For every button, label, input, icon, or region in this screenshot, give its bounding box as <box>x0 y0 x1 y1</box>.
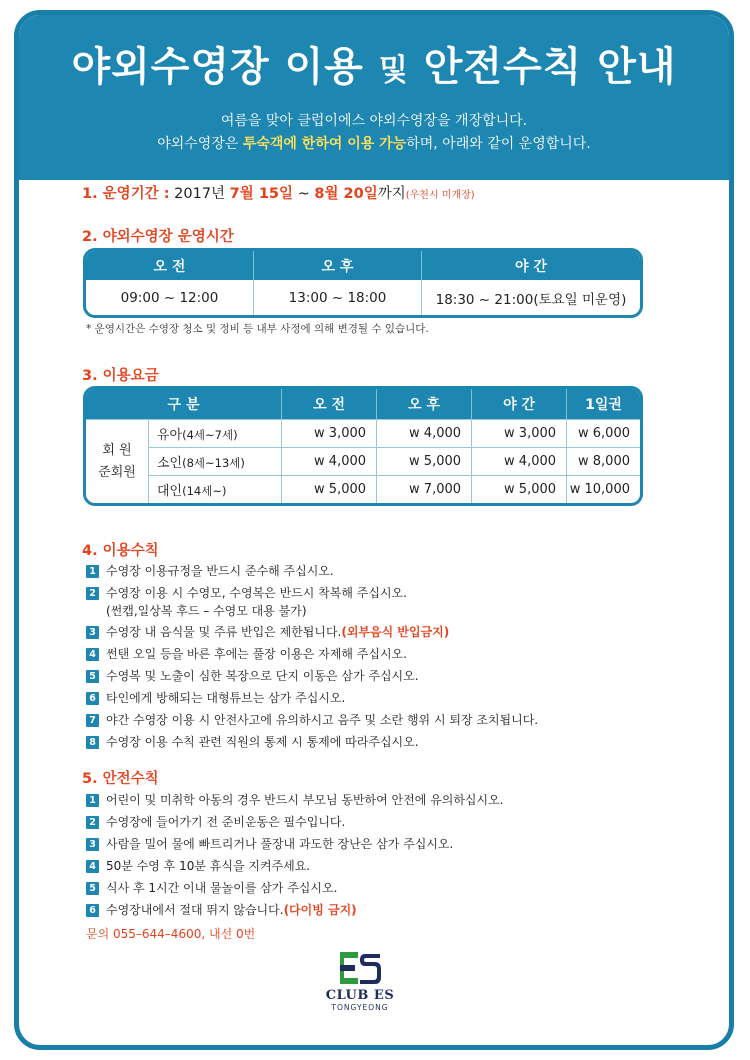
es-logo-icon <box>338 950 382 986</box>
hours-col-night: 야 간 <box>421 251 640 280</box>
price-cell: w 5,000 <box>281 475 376 503</box>
period-year: 2017년 <box>169 186 230 202</box>
fees-heading: 3. 이용요금 <box>82 368 159 384</box>
fees-col-day: 1일권 <box>566 389 640 419</box>
list-item <box>86 623 538 645</box>
rules-heading: 4. 이용수칙 <box>82 543 159 559</box>
row-name: 유아 <box>157 428 183 443</box>
hours-note: * 운영시간은 수영장 청소 및 정비 등 내부 사정에 의해 변경될 수 있습니다. <box>86 323 429 335</box>
row-name: 대인 <box>157 484 183 499</box>
hours-header-row <box>86 251 640 280</box>
table-row <box>86 419 640 447</box>
safety-text: 50분 수영 후 10분 휴식을 지켜주세요. <box>106 859 311 873</box>
list-item <box>86 835 504 857</box>
number-badge-icon: 3 <box>86 626 99 639</box>
intro-line-2-suffix: 하며, 아래와 같이 운영합니다. <box>406 136 591 152</box>
number-badge-icon: 8 <box>86 736 99 749</box>
intro-line-1: 여름을 맞아 클럽이에스 야외수영장을 개장합니다. <box>220 113 528 129</box>
price-cell: w 3,000 <box>471 419 566 447</box>
period-until: 까지 <box>377 186 406 202</box>
fees-row-label <box>148 447 281 475</box>
contact-info: 문의 055–644–4600, 내선 0번 <box>86 927 256 941</box>
safety-text: 식사 후 1시간 이내 물놀이를 삼가 주십시오. <box>106 881 338 895</box>
hours-night: 18:30 ~ 21:00(토요일 미운영) <box>421 280 640 315</box>
club-es-logo <box>310 950 410 1012</box>
hours-am: 09:00 ~ 12:00 <box>120 289 219 306</box>
list-item <box>86 645 538 667</box>
safety-text: 수영장에 들어가기 전 준비운동은 필수입니다. <box>106 815 346 829</box>
price-cell: w 4,000 <box>376 419 471 447</box>
number-badge-icon: 4 <box>86 648 99 661</box>
hours-col-pm: 오 후 <box>253 251 421 280</box>
hours-heading: 2. 야외수영장 운영시간 <box>82 229 234 245</box>
page-title <box>19 35 729 92</box>
price-cell: w 5,000 <box>376 447 471 475</box>
hours-pm: 13:00 ~ 18:00 <box>253 280 421 315</box>
period-tilde: ~ <box>293 186 315 202</box>
operating-period <box>82 182 475 203</box>
list-item <box>86 562 538 584</box>
list-item <box>86 791 504 813</box>
rule-warning: (외부음식 반입금지) <box>341 625 450 639</box>
number-badge-icon: 5 <box>86 882 99 895</box>
number-badge-icon: 1 <box>86 794 99 807</box>
price-cell: w 8,000 <box>566 447 640 475</box>
period-start: 7월 15일 <box>229 186 294 202</box>
list-item <box>86 857 504 879</box>
intro-line-2 <box>19 133 729 153</box>
list-item <box>86 689 538 711</box>
logo-name: CLUB ES <box>325 988 395 1003</box>
fees-member-group <box>86 419 148 503</box>
price-cell: w 4,000 <box>471 447 566 475</box>
safety-text: 사람을 밀어 물에 빠트리거나 풀장내 과도한 장난은 삼가 주십시오. <box>106 837 454 851</box>
rule-text: 타인에게 방해되는 대형튜브는 삼가 주십시오. <box>106 691 346 705</box>
rules-list <box>86 562 538 755</box>
row-age: (14세~) <box>182 484 227 498</box>
rule-text: 수영장 내 음식물 및 주류 반입은 제한됩니다. <box>106 625 342 639</box>
row-name: 소인 <box>157 456 183 471</box>
title-part-3: 안전수칙 안내 <box>423 44 677 90</box>
row-age: (8세~13세) <box>182 456 245 470</box>
number-badge-icon: 2 <box>86 816 99 829</box>
safety-text: 어린이 및 미취학 아동의 경우 반드시 부모님 동반하여 안전에 유의하십시오. <box>106 793 504 807</box>
rule-text: 썬탠 오일 등을 바른 후에는 풀장 이용은 자제해 주십시오. <box>106 647 407 661</box>
period-label: 1. 운영기간 : <box>82 186 170 202</box>
period-note: (우천시 미개장) <box>405 190 475 201</box>
row-age: (4세~7세) <box>182 428 238 442</box>
list-item <box>86 667 538 689</box>
number-badge-icon: 3 <box>86 838 99 851</box>
fees-row-label <box>148 475 281 503</box>
fees-table <box>83 386 643 506</box>
rule-text: 야간 수영장 이용 시 안전사고에 유의하시고 음주 및 소란 행위 시 퇴장 조치됩니다. <box>106 713 539 727</box>
list-item <box>86 813 504 835</box>
safety-list <box>86 791 504 923</box>
title-part-2: 및 <box>378 53 409 88</box>
price-cell: w 7,000 <box>376 475 471 503</box>
header-banner <box>19 15 729 180</box>
price-cell: w 4,000 <box>281 447 376 475</box>
hours-col-am: 오 전 <box>86 251 253 280</box>
number-badge-icon: 5 <box>86 670 99 683</box>
number-badge-icon: 1 <box>86 565 99 578</box>
safety-heading: 5. 안전수칙 <box>82 771 159 787</box>
fees-col-night: 야 간 <box>471 389 566 419</box>
table-row <box>86 447 640 475</box>
list-item <box>86 584 538 623</box>
title-part-1: 야외수영장 이용 <box>71 44 364 90</box>
number-badge-icon: 6 <box>86 692 99 705</box>
hours-table <box>83 248 643 318</box>
rule-text: 수영장 이용 시 수영모, 수영복은 반드시 착복해 주십시오. <box>106 586 407 600</box>
rule-extra: (썬캡,일상복 후드 – 수영모 대용 불가) <box>106 604 307 618</box>
rule-text: 수영복 및 노출이 심한 복장으로 단지 이동은 삼가 주십시오. <box>106 669 419 683</box>
rule-text: 수영장 이용규정을 반드시 준수해 주십시오. <box>106 564 334 578</box>
period-end: 8월 20일 <box>314 186 378 202</box>
number-badge-icon: 6 <box>86 904 99 917</box>
number-badge-icon: 7 <box>86 714 99 727</box>
price-cell: w 3,000 <box>281 419 376 447</box>
list-item <box>86 733 538 755</box>
safety-text: 수영장내에서 절대 뛰지 않습니다. <box>106 903 284 917</box>
group-label-associate: 준회원 <box>98 464 136 480</box>
list-item <box>86 879 504 901</box>
fees-col-category: 구 분 <box>86 389 281 419</box>
fees-col-am: 오 전 <box>281 389 376 419</box>
hours-value-row <box>86 280 640 315</box>
fees-row-label <box>148 419 281 447</box>
intro-line-2-prefix: 야외수영장은 <box>157 136 243 152</box>
intro-highlight: 투숙객에 한하여 이용 가능 <box>242 136 407 152</box>
fees-header-row <box>86 389 640 419</box>
group-label-member: 회 원 <box>102 442 132 458</box>
list-item <box>86 901 504 923</box>
fees-col-pm: 오 후 <box>376 389 471 419</box>
price-cell: w 10,000 <box>566 475 640 503</box>
logo-subtitle: TONGYEONG <box>331 1003 389 1012</box>
number-badge-icon: 4 <box>86 860 99 873</box>
safety-warning: (다이빙 금지) <box>283 903 357 917</box>
price-cell: w 5,000 <box>471 475 566 503</box>
list-item <box>86 711 538 733</box>
number-badge-icon: 2 <box>86 587 99 600</box>
price-cell: w 6,000 <box>566 419 640 447</box>
rule-text: 수영장 이용 수칙 관련 직원의 통제 시 통제에 따라주십시오. <box>106 735 419 749</box>
table-row <box>86 475 640 503</box>
